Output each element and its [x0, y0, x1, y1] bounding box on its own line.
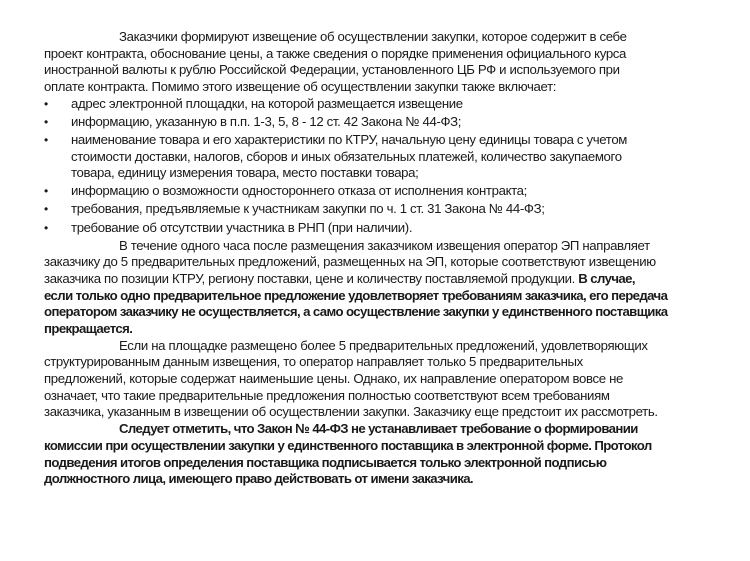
notice-items-list	[44, 96, 684, 236]
list-item	[44, 183, 684, 200]
bold-text-span: В случае,	[578, 270, 635, 286]
text-line: В течение одного часа после размещения заказчиком извещения оператор ЭП направляет	[119, 237, 650, 253]
bullet-icon: •	[44, 184, 48, 199]
text-span: заказчика по позиции КТРУ, региону поставки, цене и количеству поставляемой продукции.	[44, 270, 579, 286]
bold-text-line: должностного лица, имеющего право действовать от имени заказчика.	[44, 471, 474, 487]
bullet-icon: •	[44, 220, 48, 235]
text-line: структурированным данным извещения, то оператор направляет только 5 предварительных	[44, 354, 583, 370]
text-line: проект контракта, обоснование цены, а также сведения о порядке применения официального курса	[44, 45, 627, 61]
bold-text-line: если только одно предварительное предложение удовлетворяет требованиям заказчика, его передача	[44, 287, 668, 303]
paragraph-more-than-five-offers	[44, 338, 684, 421]
document-page	[44, 29, 684, 488]
bold-text-line: Следует отметить, что Закон № 44-ФЗ не устанавливает требование о формировании	[119, 421, 638, 437]
text-line: стоимости доставки, налогов, сборов и иных обязательных платежей, количество закупаемого	[71, 148, 622, 164]
list-item	[44, 201, 684, 218]
text-line: предложений, которые содержат наименьшие цены. Однако, их направление оператором вовсе не	[44, 371, 623, 387]
text-line: Если на площадке размещено более 5 предварительных предложений, удовлетворяющих	[119, 337, 648, 353]
text-line: заказчика, указанным в извещении об осуществлении закупки. Заказчику еще предстоит их рассмотреть.	[44, 404, 658, 420]
text-line: заказчику до 5 предварительных предложений, размещенных на ЭП, которые соответствуют извещению	[44, 254, 656, 270]
list-item	[44, 132, 684, 182]
text-line: адрес электронной площадки, на которой размещается извещение	[71, 95, 463, 111]
list-item	[44, 114, 684, 131]
bullet-icon: •	[44, 114, 48, 129]
bold-text-line: подведения итогов определения поставщика подписывается только электронной подписью	[44, 454, 607, 470]
bold-text-line: оператором заказчику не осуществляется, а само осуществление закупки у единственного поставщика	[44, 304, 668, 320]
bullet-icon: •	[44, 202, 48, 217]
list-item	[44, 220, 684, 237]
text-line: требование об отсутствии участника в РНП (при наличии).	[71, 219, 413, 235]
text-line: товара, единицу измерения товара, место поставки товара;	[71, 165, 419, 181]
text-line	[44, 271, 684, 288]
paragraph-notice-contents	[44, 29, 684, 96]
list-item	[44, 96, 684, 113]
text-line: означает, что такие предварительные предложения полностью соответствуют всем требованиям	[44, 387, 610, 403]
text-line: иностранной валюты к рублю Российской Федерации, установленного ЦБ РФ и используемого при	[44, 62, 620, 78]
bold-text-line: прекращается.	[44, 321, 133, 337]
text-line: оплате контракта. Помимо этого извещение об осуществлении закупки также включает:	[44, 79, 557, 95]
paragraph-commission-note	[44, 421, 684, 488]
paragraph-operator-offers	[44, 238, 684, 338]
bullet-icon: •	[44, 96, 48, 111]
text-line: наименование товара и его характеристики по КТРУ, начальную цену единицы товара с учетом	[71, 131, 628, 147]
bullet-icon: •	[44, 132, 48, 147]
text-line: требования, предъявляемые к участникам закупки по ч. 1 ст. 31 Закона № 44-ФЗ;	[71, 201, 545, 217]
bold-text-line: комиссии при осуществлении закупки у единственного поставщика в электронной форме. Протокол	[44, 437, 652, 453]
text-line: информацию о возможности одностороннего отказа от исполнения контракта;	[71, 183, 527, 199]
text-line: информацию, указанную в п.п. 1-3, 5, 8 - 12 ст. 42 Закона № 44-ФЗ;	[71, 113, 462, 129]
text-line: Заказчики формируют извещение об осуществлении закупки, которое содержит в себе	[119, 29, 627, 44]
